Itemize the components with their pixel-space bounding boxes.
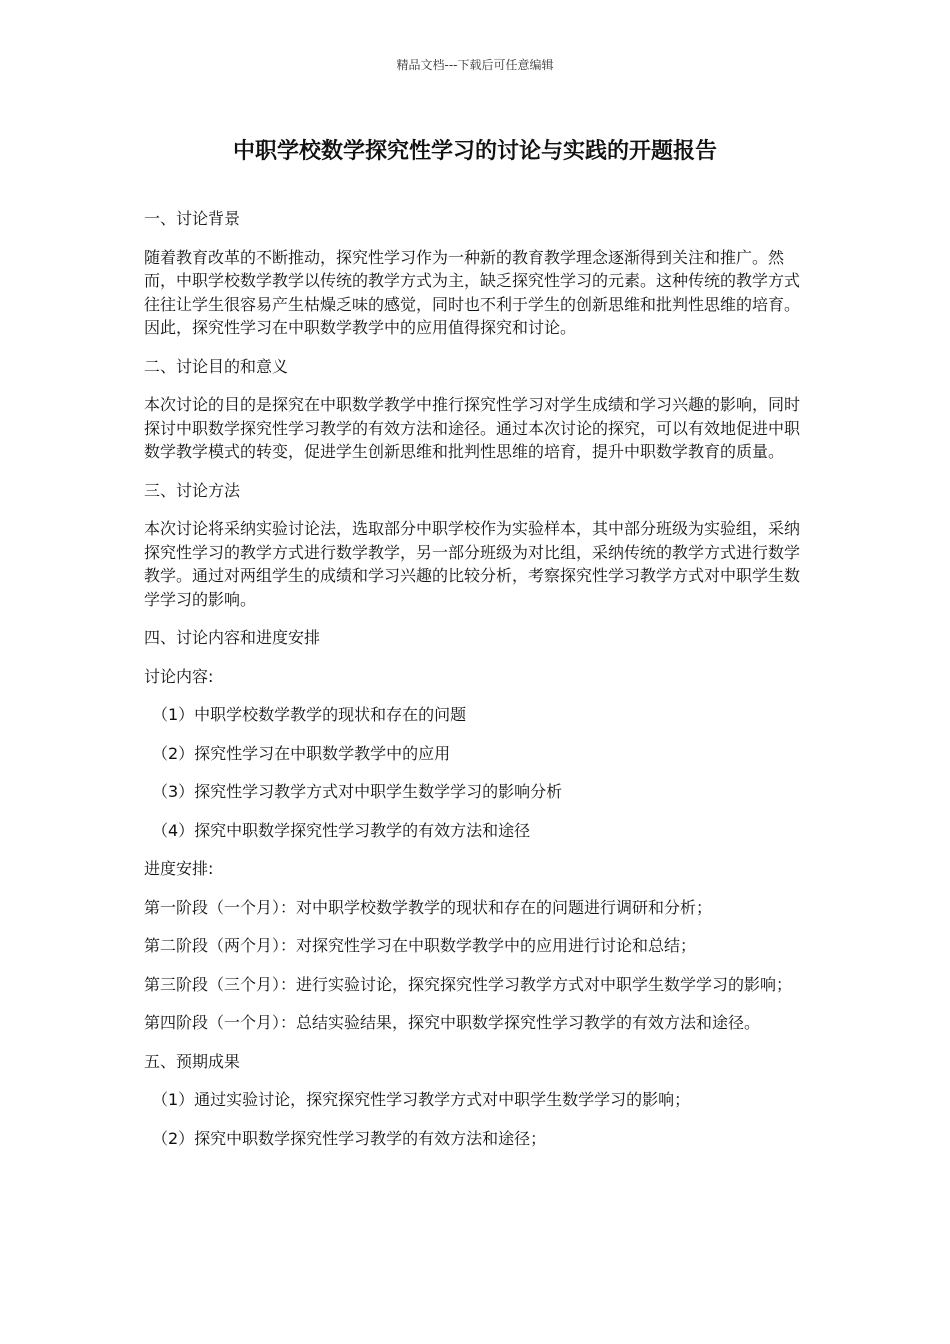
section-heading-method: 三、讨论方法 (144, 480, 241, 500)
outcome-item: （1）通过实验讨论，探究探究性学习教学方式对中职学生数学学习的影响； (152, 1090, 691, 1109)
section-heading-outcomes: 五、预期成果 (144, 1051, 241, 1071)
section-paragraph-background: 随着教育改革的不断推动，探究性学习作为一种新的教育教学理念逐渐得到关注和推广。然而，中职学校数学教学以传统的教学方式为主，缺乏探究性学习的元素。这种传统的教学方式往往让学生很容易产生枯燥乏味的感觉，同时也不利于学生的创新思维和批判性思维的培育。因此，探究性学习在中职数学教学中的应用值得探究和讨论。 (144, 247, 801, 337)
section-paragraph-method: 本次讨论将采纳实验讨论法，选取部分中职学校作为实验样本，其中部分班级为实验组，采纳探究性学习的教学方式进行数学教学，另一部分班级为对比组，采纳传统的教学方式进行数学教学。通过对两组学生的成绩和学习兴趣的比较分析，考察探究性学习教学方式对中职学生数学学习的影响。 (144, 519, 801, 609)
header-note: 精品文档---下载后可任意编辑 (396, 58, 554, 72)
schedule-phase: 第二阶段（两个月）：对探究性学习在中职数学教学中的应用进行讨论和总结； (144, 936, 697, 955)
section-paragraph-purpose: 本次讨论的目的是探究在中职数学教学中推行探究性学习对学生成绩和学习兴趣的影响，同时探讨中职数学探究性学习教学的有效方法和途径。通过本次讨论的探究，可以有效地促进中职数学教学模式的转变，促进学生创新思维和批判性思维的培育，提升中职数学教育的质量。 (144, 395, 801, 461)
outcome-item: （2）探究中职数学探究性学习教学的有效方法和途径； (152, 1128, 547, 1148)
content-item: （2）探究性学习在中职数学教学中的应用 (152, 743, 451, 763)
document-body (144, 207, 804, 1165)
content-item: （1）中职学校数学教学的现状和存在的问题 (152, 705, 467, 724)
content-item: （3）探究性学习教学方式对中职学生数学学习的影响分析 (152, 782, 563, 801)
schedule-phase: 第三阶段（三个月）：进行实验讨论，探究探究性学习教学方式对中职学生数学学习的影响； (144, 974, 793, 994)
section-heading-content-schedule: 四、讨论内容和进度安排 (144, 628, 321, 647)
schedule-phase: 第一阶段（一个月）：对中职学校数学教学的现状和存在的问题进行调研和分析； (144, 897, 713, 917)
content-label: 讨论内容: (144, 666, 214, 686)
schedule-phase: 第四阶段（一个月）：总结实验结果，探究中职数学探究性学习教学的有效方法和途径。 (144, 1013, 761, 1032)
document-title: 中职学校数学探究性学习的讨论与实践的开题报告 (232, 139, 717, 164)
schedule-label: 进度安排: (144, 859, 214, 878)
content-item: （4）探究中职数学探究性学习教学的有效方法和途径 (152, 820, 531, 840)
section-heading-background: 一、讨论背景 (144, 209, 241, 228)
section-heading-purpose: 二、讨论目的和意义 (144, 356, 289, 376)
